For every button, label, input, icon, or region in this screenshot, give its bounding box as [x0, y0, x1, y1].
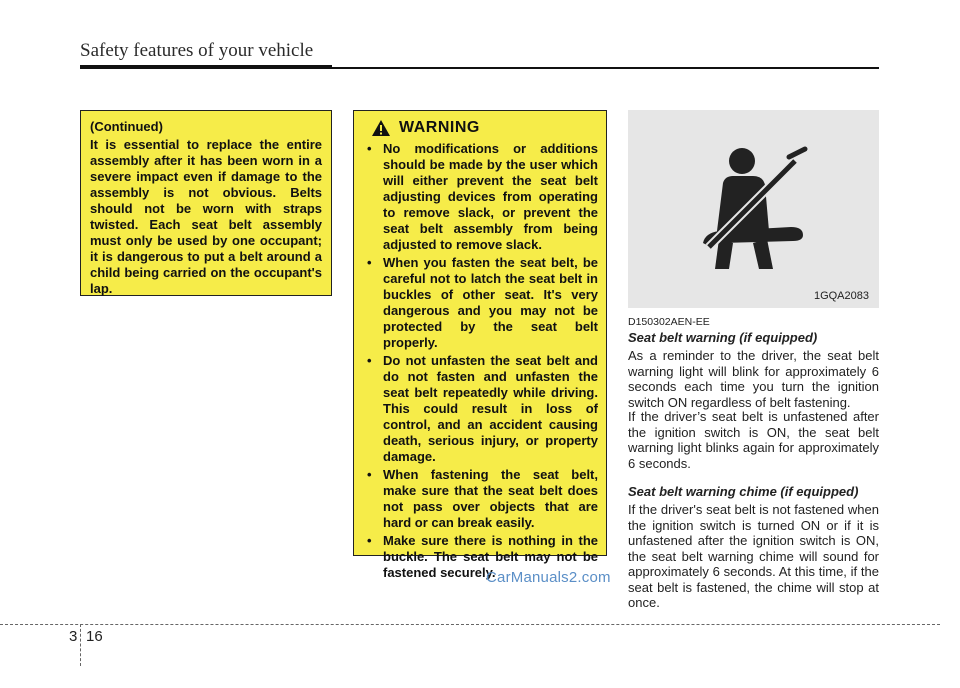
- paragraph: If the driver’s seat belt is unfastened after the ignition switch is ON, the seat belt warning light blinks again for approximately 6 seconds.: [628, 409, 879, 471]
- warning-item-text: When you fasten the seat belt, be careful not to latch the seat belt in buckles of other seat. It's very dangerous and you may not be protected by the seat belt properly.: [383, 255, 598, 350]
- paragraph: As a reminder to the driver, the seat belt warning light will blink for approximately 6 seconds each time you turn the ignition switch ON regardless of belt fastening.: [628, 348, 879, 410]
- footer-rule: [0, 624, 940, 625]
- heading-seat-belt-chime: Seat belt warning chime (if equipped): [628, 484, 859, 499]
- continued-caution-box: [80, 110, 332, 296]
- watermark: CarManuals2.com: [486, 569, 611, 586]
- chapter-number: 3: [69, 628, 78, 645]
- bullet: •: [367, 353, 372, 368]
- warning-item: [363, 255, 598, 351]
- warning-title: WARNING: [399, 119, 480, 136]
- heading-seat-belt-warning: Seat belt warning (if equipped): [628, 330, 818, 345]
- warning-list: [363, 141, 598, 581]
- warning-item-text: When fastening the seat belt, make sure that the seat belt does not pass over objects that are hard or can break easily.: [383, 467, 598, 530]
- bullet: •: [367, 467, 372, 482]
- warning-item-text: Do not unfasten the seat belt and do not fasten and unfasten the seat belt repeatedly while driving. This could result in loss of control, and an accident causing death, serious injury, or property damage.: [383, 353, 598, 464]
- continued-label: (Continued): [90, 119, 163, 134]
- page-header-title: Safety features of your vehicle: [80, 40, 314, 61]
- warning-item: [363, 467, 598, 531]
- page-number: 16: [86, 628, 103, 645]
- warning-triangle-icon: [371, 119, 391, 137]
- figure-id: 1GQA2083: [813, 290, 869, 302]
- footer-divider: [80, 624, 81, 666]
- warning-item: [363, 353, 598, 465]
- section-code: D150302AEN-EE: [628, 316, 710, 328]
- seat-belt-figure: [628, 110, 879, 308]
- warning-item-text: No modifications or additions should be made by the user which will either prevent the seat belt adjusting devices from operating to remove slack, or prevent the seat belt assembly from being adjusted to remove slack.: [383, 141, 598, 252]
- warning-item: [363, 141, 598, 253]
- seat-belt-warning-icon: [695, 143, 813, 271]
- header-rule-thin: [332, 67, 879, 69]
- warning-header: [371, 119, 598, 137]
- paragraph: If the driver's seat belt is not fastened when the ignition switch is turned ON or if it is unfastened after the ignition switch is ON, the seat belt warning chime will sound for approximately 6 seconds. At this time, if the seat belt is fastened, the chime will stop at once.: [628, 502, 879, 610]
- continued-text: It is essential to replace the entire assembly after it has been worn in a severe impact even if damage to the assembly is not obvious. Belts should not be worn with straps twisted. Each seat belt assembly must only be used by one occupant; it is dangerous to put a belt around a child being carried on the occupant's lap.: [90, 137, 322, 296]
- warning-item-text: Make sure there is nothing in the buckle. The seat belt may not be fastened securely.: [383, 533, 598, 580]
- bullet: •: [367, 255, 372, 270]
- header-rule-thick: [80, 65, 332, 69]
- bullet: •: [367, 141, 372, 156]
- bullet: •: [367, 533, 372, 548]
